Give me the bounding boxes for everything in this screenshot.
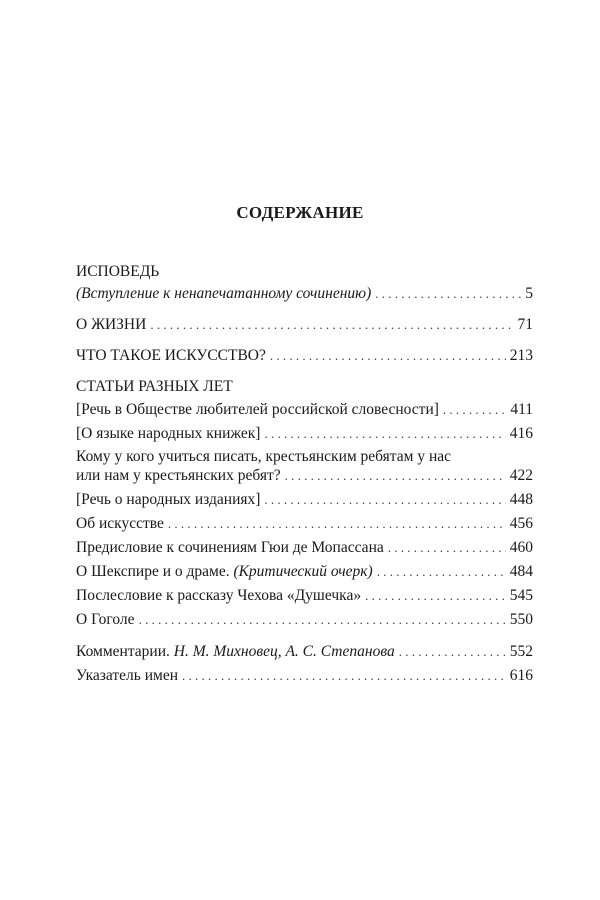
toc-entry-o-gogole[interactable] — [76, 610, 533, 629]
toc-entry-line: Кому у кого учиться писать, крестьянским ребятам у нас — [76, 448, 452, 465]
dot-leader — [388, 538, 506, 557]
toc-entry-text: О Гоголе — [76, 611, 135, 628]
dot-leader — [168, 514, 506, 533]
toc-title: СОДЕРЖАНИЕ — [236, 203, 364, 222]
toc-entry-text: О ЖИЗНИ — [76, 316, 147, 333]
toc-page-number: 460 — [509, 539, 533, 556]
dot-leader — [399, 642, 506, 661]
toc-entry-text: Указатель имен — [76, 667, 178, 684]
toc-entry-text: Об искусстве — [76, 515, 164, 532]
toc-page-number: 545 — [509, 587, 533, 604]
toc-entry-ispoved[interactable] — [76, 284, 533, 303]
dot-leader — [182, 666, 506, 685]
toc-entry-text: Послесловие к рассказу Чехова «Душечка» — [76, 587, 362, 604]
toc-page-number: 456 — [509, 515, 533, 532]
toc-entry-text: (Вступление к ненапечатанному сочинению) — [76, 285, 372, 302]
toc-entry-o-yazyke[interactable] — [76, 424, 533, 443]
toc-entry-kommentarii[interactable] — [76, 642, 533, 661]
dot-leader — [365, 586, 506, 605]
toc-entry-ob-iskusstve[interactable] — [76, 514, 533, 533]
toc-page-number: 71 — [517, 316, 533, 333]
toc-entry-komu-u-kogo[interactable] — [76, 466, 533, 485]
toc-entry-predislovie-mopassan[interactable] — [76, 538, 533, 557]
dot-leader — [264, 490, 505, 509]
dot-leader — [285, 466, 506, 485]
toc-entry-text: Предисловие к сочинениям Гюи де Мопассана — [76, 539, 384, 556]
dot-leader — [375, 284, 521, 303]
toc-entry-subtitle: (Критический очерк) — [233, 563, 373, 580]
toc-entry-rech-obshchestvo[interactable] — [76, 400, 533, 419]
toc-page-number: 416 — [509, 425, 533, 442]
toc-page-number: 552 — [509, 643, 533, 660]
toc-page-number: 422 — [509, 467, 533, 484]
toc-heading-ispoved: ИСПОВЕДЬ — [76, 263, 160, 280]
dot-leader — [264, 424, 505, 443]
toc-entry-text: [Речь о народных изданиях] — [76, 491, 261, 508]
toc-page-number: 411 — [510, 401, 533, 418]
dot-leader — [377, 562, 506, 581]
toc-entry-text: О Шекспире и о драме. — [76, 563, 230, 580]
toc-entry-text: или нам у крестьянских ребят? — [76, 467, 281, 484]
toc-page-number: 5 — [525, 285, 533, 302]
toc-entry-ukazatel-imen[interactable] — [76, 666, 533, 685]
toc-entry-rech-o-narodnykh[interactable] — [76, 490, 533, 509]
toc-entry-text: ЧТО ТАКОЕ ИСКУССТВО? — [76, 347, 266, 364]
dot-leader — [150, 315, 513, 334]
toc-entry-text: [Речь в Обществе любителей российской словесности] — [76, 401, 439, 418]
dot-leader — [139, 610, 506, 629]
toc-entry-posleslovie-chekhov[interactable] — [76, 586, 533, 605]
toc-page-number: 448 — [509, 491, 533, 508]
toc-entry-text: Комментарии. — [76, 643, 170, 660]
toc-page-number: 484 — [509, 563, 533, 580]
toc-section-heading: СТАТЬИ РАЗНЫХ ЛЕТ — [76, 378, 233, 395]
toc-entry-authors: Н. М. Михновец, А. С. Степанова — [173, 643, 395, 660]
toc-page-number: 616 — [509, 667, 533, 684]
toc-entry-chto-takoe-iskusstvo[interactable] — [76, 346, 533, 365]
toc-entry-o-zhizni[interactable] — [76, 315, 533, 334]
toc-entry-o-shekspire[interactable] — [76, 562, 533, 581]
toc-page-number: 213 — [509, 347, 533, 364]
toc-entry-text: [О языке народных книжек] — [76, 425, 261, 442]
toc-page-number: 550 — [509, 611, 533, 628]
dot-leader — [443, 400, 506, 419]
dot-leader — [270, 346, 506, 365]
